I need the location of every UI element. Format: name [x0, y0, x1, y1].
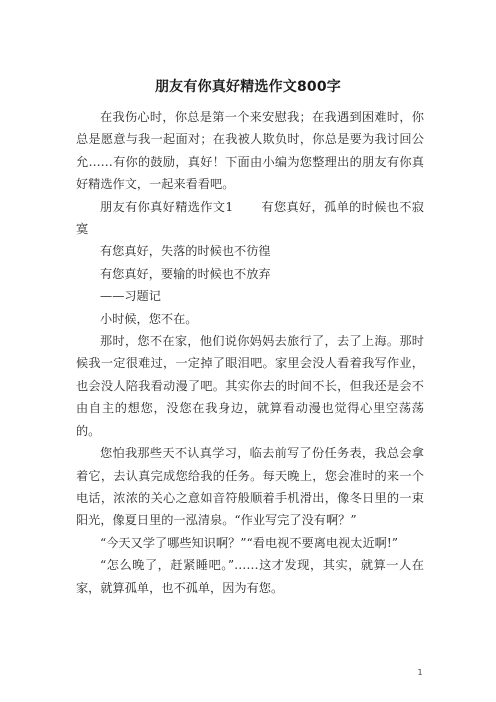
- poem-line-1: 有您真好，孤单的时候也不寂寞: [76, 199, 424, 237]
- document-body: [76, 106, 424, 599]
- intro-paragraph: 在我伤心时，你总是第一个来安慰我；在我遇到困难时，你总是愿意与我一起面对；在我被人欺负时，你总是要为我讨回公允……有你的鼓励，真好！下面由小编为您整理出的朋友有你真好精选作文，一起来看看吧。: [76, 110, 424, 192]
- document-title: 朋友有你真好精选作文800字: [154, 79, 342, 95]
- poem-attribution: ——习题记: [100, 289, 161, 304]
- poem-line-2: 有您真好，失落的时候也不彷徨: [100, 244, 271, 259]
- body-paragraph-1: 小时候，您不在。: [100, 311, 198, 326]
- body-paragraph-4: “今天又学了哪些知识啊？”“看电视不要离电视太近啊!”: [100, 535, 398, 550]
- body-paragraph-3: 您怕我那些天不认真学习，临去前写了份任务表，我总会拿着它，去认真完成您给我的任务。每天晚上，您会准时的来一个电话，浓浓的关心之意如音符般顺着手机滑出，像冬日里的一束阳光，像夏日里的一泓清泉。“作业写完了没有啊？”: [76, 446, 424, 528]
- page-number: 1: [417, 668, 423, 677]
- section-heading-line: [76, 196, 424, 241]
- section-heading: 朋友有你真好精选作文1: [100, 199, 234, 214]
- poem-line-3: 有您真好，要输的时候也不放弃: [100, 266, 271, 281]
- body-paragraph-5: “怎么晚了，赶紧睡吧。”……这才发现，其实，就算一人在家，就算孤单，也不孤单，因为有您。: [76, 558, 424, 595]
- body-paragraph-2: 那时，您不在家，他们说你妈妈去旅行了，去了上海。那时候我一定很难过，一定掉了眼泪吧。家里会没人看着我写作业，也会没人陪我看动漫了吧。其实你去的时间不长，但我还是会不由自主的想您，没您在我身边，就算看动漫也觉得心里空荡荡的。: [76, 334, 424, 438]
